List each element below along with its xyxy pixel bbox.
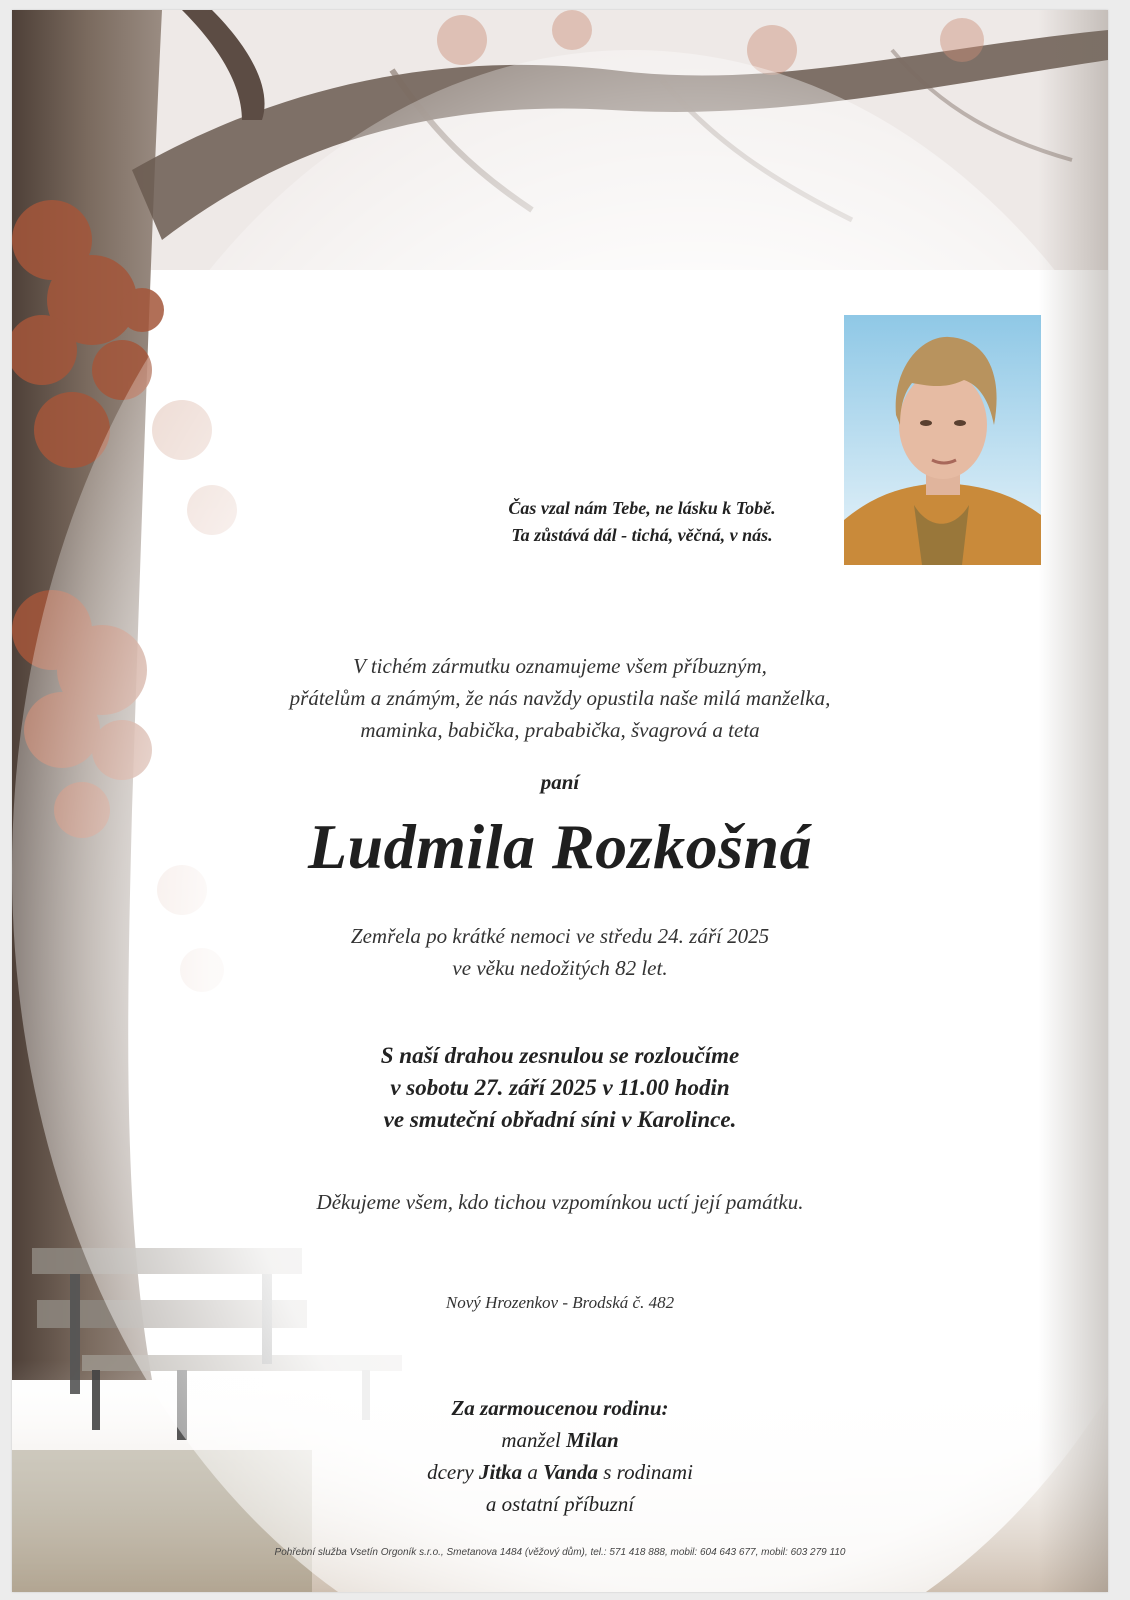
address-text: Nový Hrozenkov - Brodská č. 482 [445, 1293, 675, 1312]
family-daughters-line [12, 1456, 1108, 1488]
daughter-2-name: Vanda [543, 1460, 598, 1484]
family-husband-line [12, 1424, 1108, 1456]
memorial-motto [442, 498, 842, 546]
death-line-2: ve věku nedožitých 82 let. [452, 956, 668, 980]
death-line-1: Zemřela po krátké nemoci ve středu 24. září 2025 [350, 924, 770, 948]
announcement-line-3: maminka, babička, prababička, švagrová a teta [360, 718, 760, 742]
husband-prefix: manžel [501, 1428, 561, 1452]
title-prefix: paní [540, 770, 580, 794]
daughter-1-name: Jitka [478, 1460, 523, 1484]
motto-line-1: Čas vzal nám Tebe, ne lásku k Tobě. [508, 498, 776, 518]
death-info [12, 920, 1108, 984]
obituary-sheet [12, 10, 1108, 1592]
announcement-line-1: V tichém zármutku oznamujeme všem příbuzným, [353, 654, 767, 678]
funeral-service-footer: Pohřební služba Vsetín Orgoník s.r.o., Smetanova 1484 (věžový dům), tel.: 571 418 888, mobil: 604 643 677, mobil: 603 279 110 [274, 1547, 846, 1558]
family-heading: Za zarmoucenou rodinu: [451, 1396, 669, 1420]
and-word: a [527, 1460, 538, 1484]
farewell-line-3: ve smuteční obřadní síni v Karolince. [383, 1107, 737, 1132]
daughters-suffix: s rodinami [603, 1460, 693, 1484]
farewell-line-1: S naší drahou zesnulou se rozloučíme [380, 1043, 740, 1068]
farewell-ceremony-info [12, 1040, 1108, 1136]
husband-name: Milan [566, 1428, 619, 1452]
announcement-text [12, 650, 1108, 746]
background-tree-bench-illustration [12, 10, 1108, 1592]
family-others-line: a ostatní příbuzní [485, 1492, 635, 1516]
deceased-name: Ludmila Rozkošná [307, 811, 813, 882]
farewell-line-2: v sobotu 27. září 2025 v 11.00 hodin [390, 1075, 730, 1100]
announcement-line-2: přátelům a známým, že nás navždy opustila naše milá manželka, [289, 686, 831, 710]
motto-line-2: Ta zůstává dál - tichá, věčná, v nás. [511, 525, 773, 545]
deceased-portrait-photo [844, 315, 1041, 565]
family-signature [12, 1392, 1108, 1520]
thanks-text: Děkujeme všem, kdo tichou vzpomínkou uctí její památku. [316, 1190, 804, 1214]
daughters-prefix: dcery [427, 1460, 474, 1484]
